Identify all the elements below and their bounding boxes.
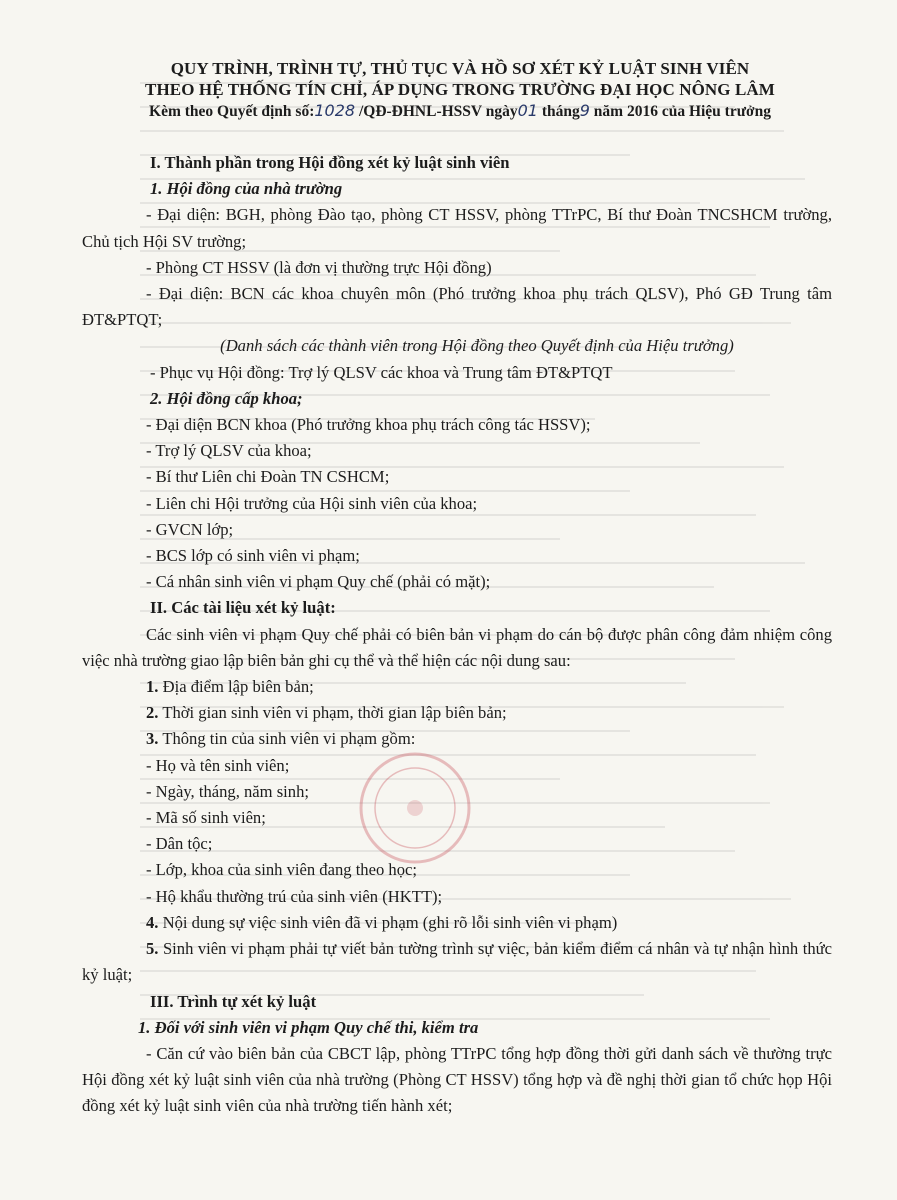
s1-line-5: - Phục vụ Hội đồng: Trợ lý QLSV các khoa và Trung tâm ĐT&PTQT — [150, 362, 613, 382]
decision-day-handwritten: 01 — [517, 101, 538, 120]
s2-info-4: - Dân tộc; — [146, 834, 213, 854]
decision-prefix: Kèm theo Quyết định số: — [149, 103, 315, 120]
decision-month-label: tháng — [541, 103, 580, 120]
s1-line-3 — [82, 281, 832, 333]
s1-khoa-7: - Cá nhân sinh viên vi phạm Quy chế (phải có mặt); — [146, 572, 491, 592]
s1-khoa-4: - Liên chi Hội trưởng của Hội sinh viên của khoa; — [146, 493, 478, 513]
s2-item-2 — [82, 700, 832, 726]
s1-khoa-2: - Trợ lý QLSV của khoa; — [146, 441, 312, 461]
s1-line-2: - Phòng CT HSSV (là đơn vị thường trực Hội đồng) — [146, 257, 492, 277]
s1-khoa-6: - BCS lớp có sinh viên vi phạm; — [146, 546, 360, 566]
decision-suffix: năm 2016 của Hiệu trưởng — [593, 103, 771, 120]
decision-reference — [60, 100, 860, 122]
s2-item-5 — [82, 936, 832, 988]
s2-item-4-num: 4. — [146, 912, 159, 932]
title-line-1: QUY TRÌNH, TRÌNH TỰ, THỦ TỤC VÀ HỒ SƠ XÉT KỶ LUẬT SINH VIÊN — [170, 59, 750, 78]
s2-info-3: - Mã số sinh viên; — [146, 808, 266, 828]
s2-item-1 — [82, 674, 832, 700]
s2-item-4-text: Nội dung sự việc sinh viên đã vi phạm (ghi rõ lỗi sinh viên vi phạm) — [162, 912, 618, 932]
s2-item-2-num: 2. — [146, 703, 159, 723]
decision-month-handwritten: 9 — [579, 101, 590, 120]
s2-item-1-num: 1. — [146, 677, 159, 697]
s2-intro-text: Các sinh viên vi phạm Quy chế phải có biên bản vi phạm do cán bộ được phân công đảm nhiệm công việc nhà trường giao lập biên bản ghi cụ thể và thể hiện các nội dung sau: — [82, 624, 832, 670]
section-1-title: I. Thành phần trong Hội đồng xét kỷ luật sinh viên — [150, 153, 510, 172]
s2-intro — [82, 622, 832, 674]
s2-info-2: - Ngày, tháng, năm sinh; — [146, 781, 309, 801]
s2-item-3 — [82, 726, 832, 752]
title-line-2: THEO HỆ THỐNG TÍN CHỈ, ÁP DỤNG TRONG TRƯỜNG ĐẠI HỌC NÔNG LÂM — [145, 80, 775, 99]
s1-line-4: (Danh sách các thành viên trong Hội đồng theo Quyết định của Hiệu trưởng) — [220, 336, 734, 356]
s2-item-1-text: Địa điểm lập biên bản; — [162, 677, 314, 697]
s2-item-3-num: 3. — [146, 729, 159, 749]
section-1-sub-1: 1. Hội đồng của nhà trường — [150, 179, 343, 199]
s1-khoa-3: - Bí thư Liên chi Đoàn TN CSHCM; — [146, 467, 390, 487]
s2-info-1: - Họ và tên sinh viên; — [146, 755, 290, 775]
document-body — [82, 150, 832, 1120]
decision-mid: /QĐ-ĐHNL-HSSV ngày — [358, 103, 518, 120]
decision-number-handwritten: 1028 — [314, 101, 356, 120]
s2-item-5-num: 5. — [146, 939, 159, 959]
section-3-title: III. Trình tự xét kỷ luật — [150, 991, 317, 1011]
s2-item-3-text: Thông tin của sinh viên vi phạm gồm: — [162, 729, 416, 749]
s2-info-5: - Lớp, khoa của sinh viên đang theo học; — [146, 860, 417, 880]
section-1-sub-2: 2. Hội đồng cấp khoa; — [150, 388, 303, 408]
s1-line-3-text: - Đại diện: BCN các khoa chuyên môn (Phó trưởng khoa phụ trách QLSV), Phó GĐ Trung tâm ĐT&PTQT; — [82, 284, 832, 330]
section-3-sub-1: 1. Đối với sinh viên vi phạm Quy chế thi, kiểm tra — [138, 1017, 479, 1037]
s2-item-5-text: Sinh viên vi phạm phải tự viết bản tường trình sự việc, bản kiểm điểm cá nhân và tự nhận hình thức kỷ luật; — [82, 939, 832, 985]
s2-item-2-text: Thời gian sinh viên vi phạm, thời gian lập biên bản; — [162, 703, 507, 723]
s1-khoa-5: - GVCN lớp; — [146, 519, 234, 539]
s3-para-1-text: - Căn cứ vào biên bản của CBCT lập, phòng TTrPC tổng hợp đồng thời gửi danh sách về thường trực Hội đồng xét kỷ luật sinh viên của nhà trường (Phòng CT HSSV) tổng hợp và đề nghị thời gian tổ chức họp Hội đồng xét kỷ luật sinh viên của nhà trường tiến hành xét; — [82, 1043, 832, 1116]
s1-line-1 — [82, 202, 832, 254]
s1-khoa-1: - Đại diện BCN khoa (Phó trưởng khoa phụ trách công tác HSSV); — [146, 415, 591, 435]
s3-para-1 — [82, 1041, 832, 1120]
s2-item-4 — [82, 910, 832, 936]
s2-info-6: - Hộ khẩu thường trú của sinh viên (HKTT); — [146, 886, 443, 906]
s1-line-1-text: - Đại diện: BGH, phòng Đào tạo, phòng CT HSSV, phòng TTrPC, Bí thư Đoàn TNCSHCM trường, Chủ tịch Hội SV trường; — [82, 205, 832, 251]
section-2-title: II. Các tài liệu xét kỷ luật: — [150, 598, 336, 618]
document-header — [60, 58, 860, 122]
